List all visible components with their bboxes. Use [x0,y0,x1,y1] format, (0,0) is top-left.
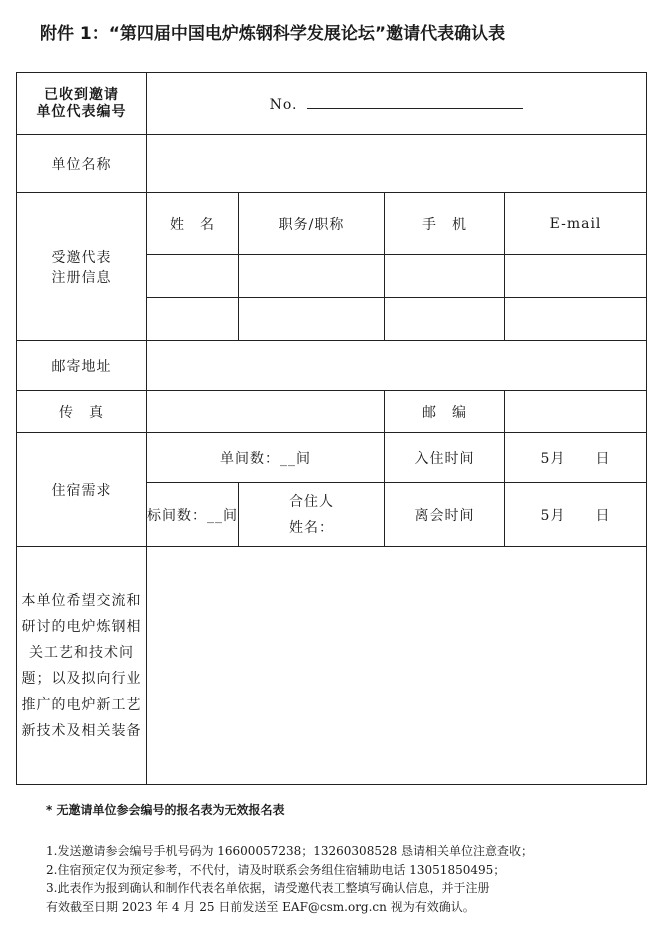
lodging-label: 住宿需求 [17,433,147,547]
registration-label: 受邀代表 注册信息 [17,193,147,341]
phone-field[interactable] [385,255,505,298]
code-number-blank[interactable] [307,94,523,109]
twin-room-field[interactable]: 标间数：__间 [147,483,239,547]
postcode-label: 邮 编 [385,391,505,433]
col-header-email: E-mail [505,193,647,255]
note-line: 2.住宿预定仅为预定参考，不代付，请及时联系会务组住宿辅助电话 13051850495； [46,862,506,877]
email-field[interactable] [505,255,647,298]
checkout-date-field[interactable]: 5月 日 [505,483,647,547]
fax-label: 传 真 [17,391,147,433]
code-number-field[interactable] [147,73,647,135]
phone-field[interactable] [385,298,505,341]
checkin-date-field[interactable]: 5月 日 [505,433,647,483]
table-row [17,341,647,391]
checkout-label: 离会时间 [385,483,505,547]
note-line: 1.发送邀请参会编号手机号码为 16600057238；13260308528 恳请相关单位注意查收； [46,844,534,858]
col-header-name: 姓 名 [147,193,239,255]
col-header-title: 职务/职称 [239,193,385,255]
address-label: 邮寄地址 [17,341,147,391]
title-field[interactable] [239,298,385,341]
title-field[interactable] [239,255,385,298]
page-title: 附件 1：“第四届中国电炉炼钢科学发展论坛”邀请代表确认表 [40,24,506,44]
email-field[interactable] [505,298,647,341]
table-row [17,135,647,193]
confirmation-table [16,72,647,785]
note-line: 3.此表作为报到确认和制作代表名单依据，请受邀代表工整填写确认信息，并于注册 [46,881,490,895]
no-label: No. [269,97,298,113]
note-line: 有效截至日期 2023 年 4 月 25 日前发送至 EAF@csm.org.cn 视为有效确认。 [46,899,475,914]
fax-field[interactable] [147,391,385,433]
checkin-label: 入住时间 [385,433,505,483]
remarks-label: 本单位希望交流和研讨的电炉炼钢相关工艺和技术问题；以及拟向行业推广的电炉新工艺新技术及相关装备 [17,547,147,785]
address-field[interactable] [147,341,647,391]
unit-name-field[interactable] [147,135,647,193]
invalid-form-notice: * 无邀请单位参会编号的报名表为无效报名表 [46,803,285,817]
table-row [17,391,647,433]
notes [46,842,646,916]
unit-name-label: 单位名称 [17,135,147,193]
col-header-phone: 手 机 [385,193,505,255]
received-code-label: 已收到邀请 单位代表编号 [17,73,147,135]
single-room-field[interactable]: 单间数：__间 [147,433,385,483]
name-field[interactable] [147,298,239,341]
roommate-name-label: 姓名： [289,519,334,536]
table-row [17,433,647,483]
remarks-field[interactable] [147,547,647,785]
table-row [17,547,647,785]
postcode-field[interactable] [505,391,647,433]
name-field[interactable] [147,255,239,298]
roommate-field[interactable] [239,483,385,547]
table-row [17,73,647,135]
table-row [17,193,647,255]
roommate-label: 合住人 [289,493,334,510]
